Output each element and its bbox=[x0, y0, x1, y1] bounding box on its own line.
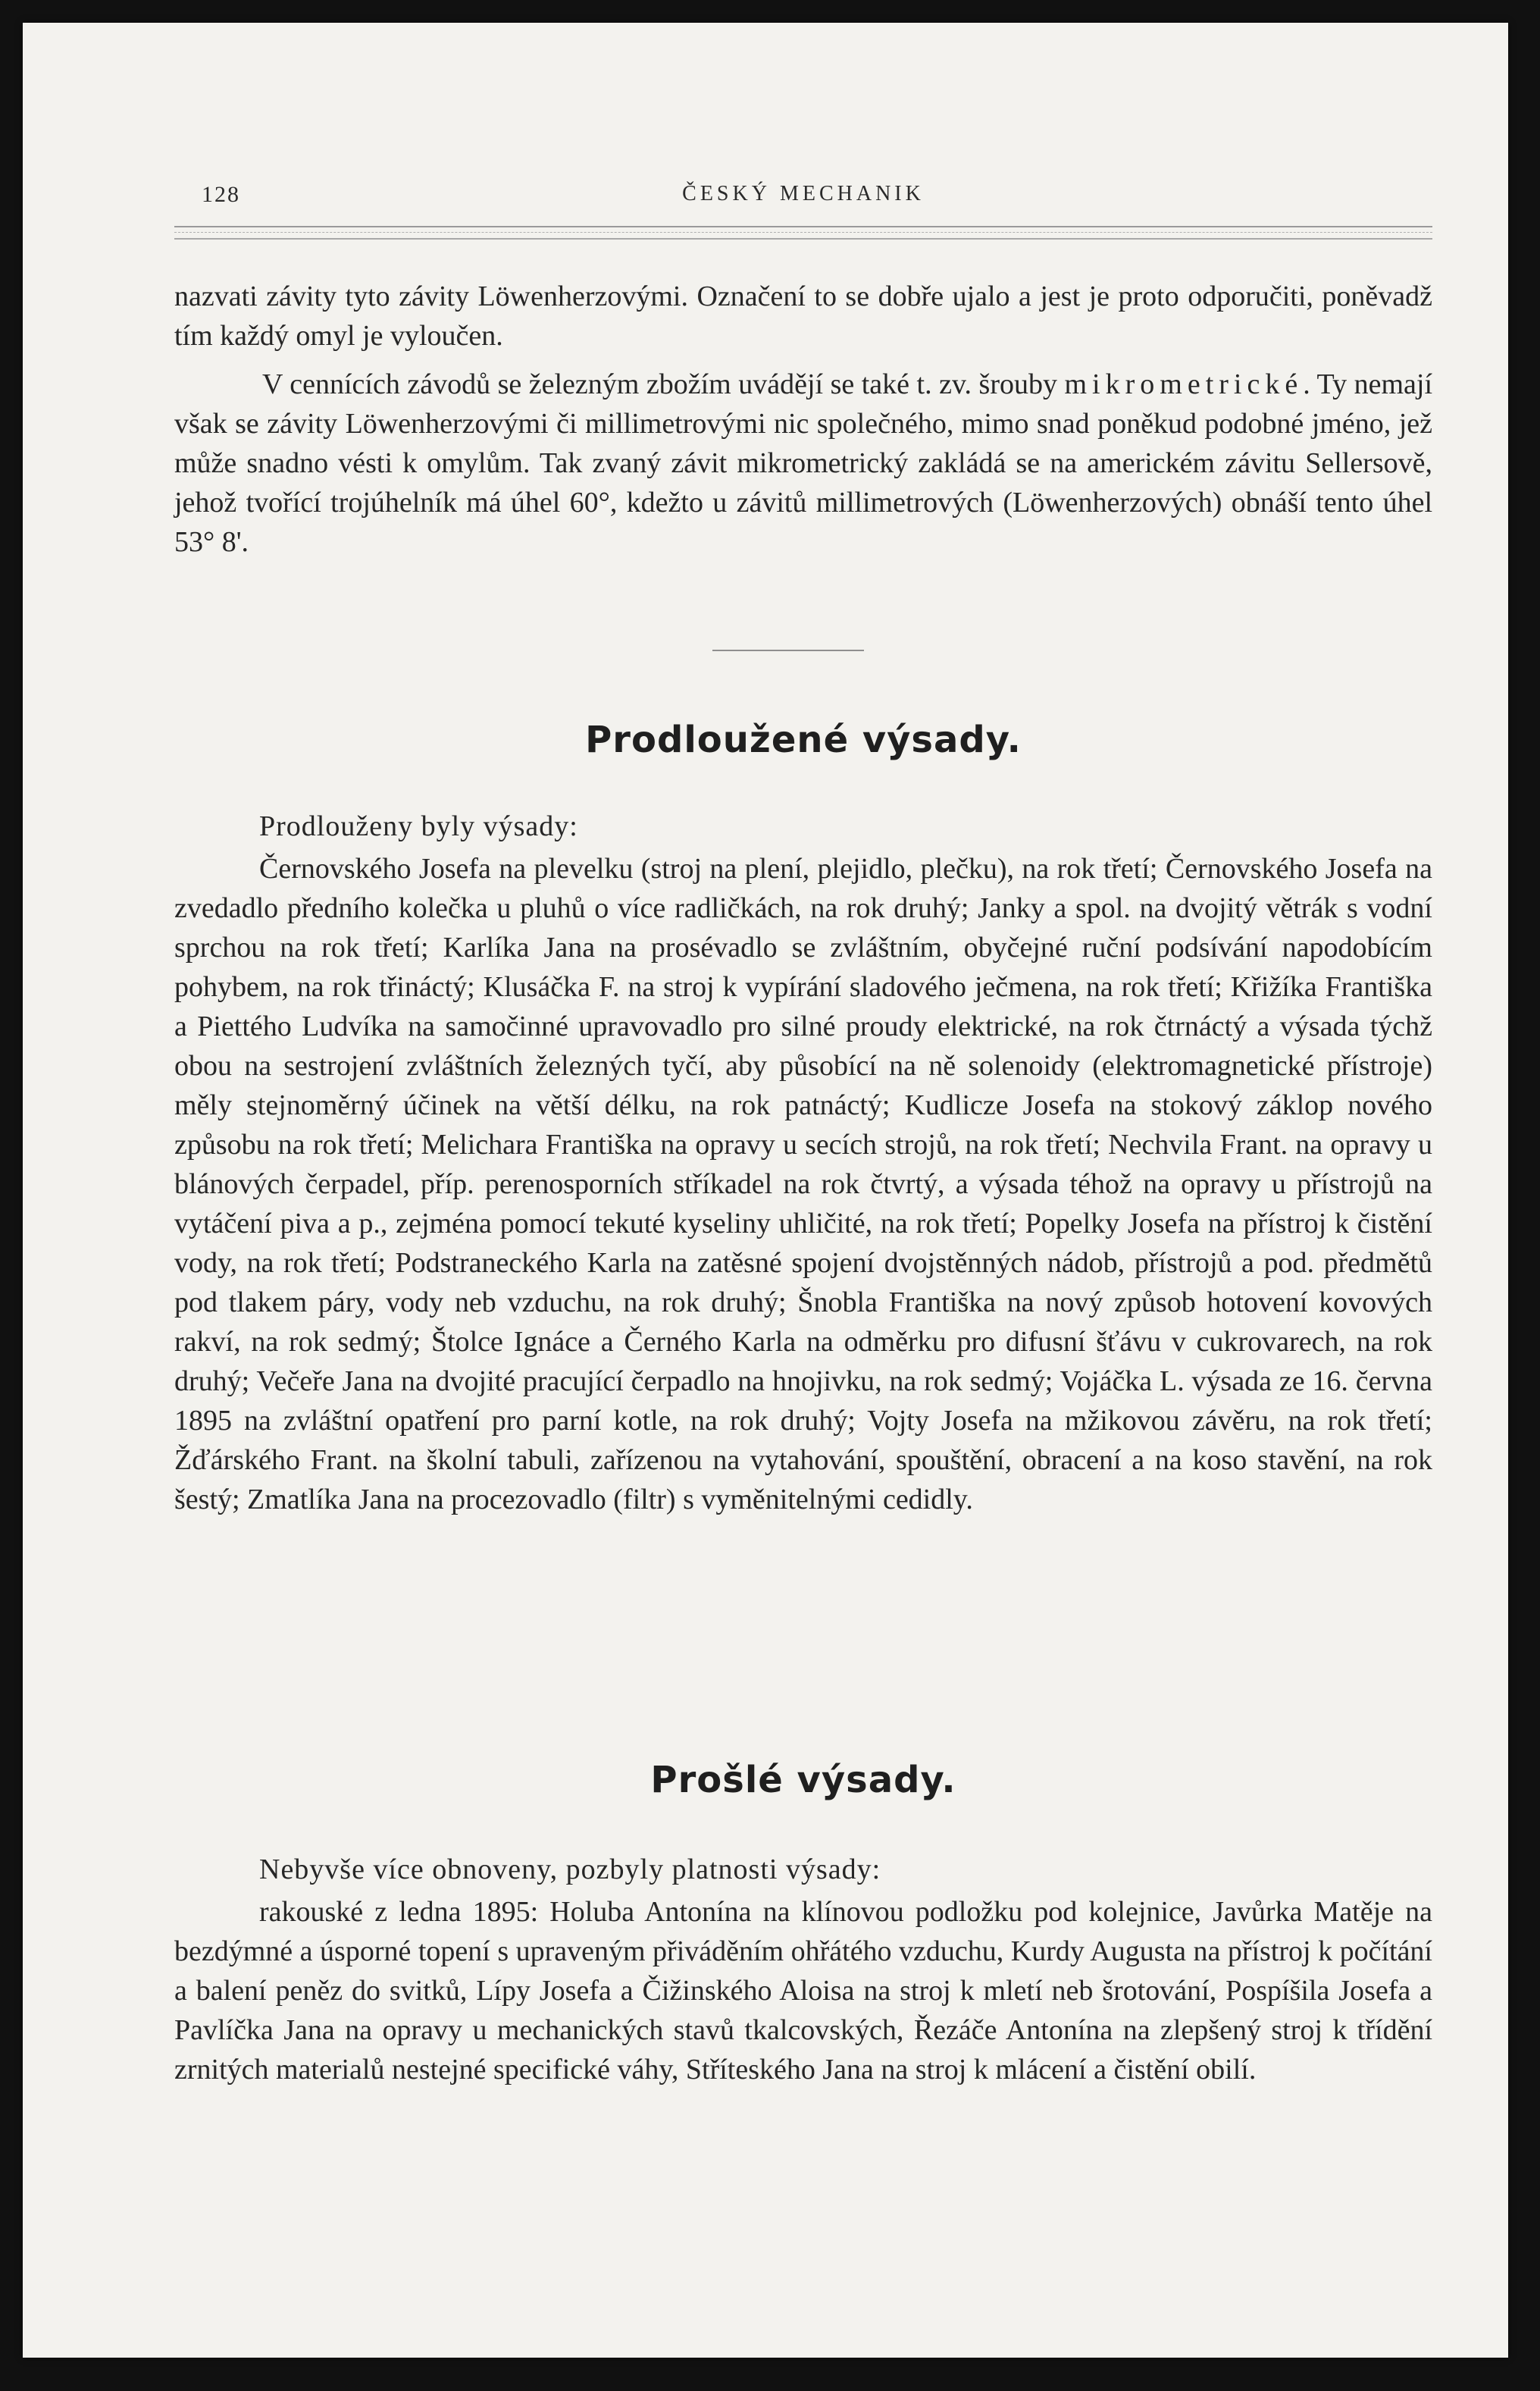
document-page bbox=[23, 23, 1508, 2358]
continued-paragraph-1: nazvati závity tyto závity Löwenherzovými. Označení to se dobře ujalo a jest je proto odporučiti, poněvadž tím každý omyl je vyloučen. bbox=[174, 280, 1432, 352]
continued-paragraph-2 bbox=[174, 365, 1432, 562]
continued-paragraph-2-lead: V cennících závodů se železným zbožím uvádějí se také t. zv. šrouby bbox=[262, 368, 1065, 400]
section-intro-expired: Nebyvše více obnoveny, pozbyly platnosti výsady: bbox=[259, 1854, 881, 1885]
running-title: ČESKÝ MECHANIK bbox=[682, 182, 925, 205]
header-rule-top bbox=[174, 226, 1432, 227]
section-divider bbox=[712, 650, 864, 651]
spaced-term: mikrometrické bbox=[1064, 368, 1304, 400]
section-paragraph-extended: Černovského Josefa na plevelku (stroj na plení, plejidlo, plečku), na rok třetí; Černovského Josefa na zvedadlo předního kolečka u pluhů o více radličkách, na rok druhý; Janky a spol. na dvojitý větrák s vodní sprchou na rok třetí; Karlíka Jana na prosévadlo se zvláštním, obyčejné ruční podsívání napodobícím pohybem, na rok třináctý; Klusáčka F. na stroj k vypírání sladového ječmena, na rok třetí; Křižíka Františka a Piettého Ludvíka na samočinné upravovadlo pro silné proudy elektrické, na rok čtrnáctý a výsada týchž obou na sestrojení zvláštních železných tyčí, aby působící na ně solenoidy (elektromagnetické přístroje) měly stejnoměrný účinek na větší délku, na rok patnáctý; Kudlicze Josefa na stokový záklop nového způsobu na rok třetí; Melichara Františka na opravy u secích strojů, na rok třetí; Nechvila Frant. na opravy u blánových čerpadel, příp. perenosporních stříkadel na rok čtvrtý, a výsada téhož na opravy u přístrojů na vytáčení piva a p., zejména pomocí tekuté kyseliny uhličité, na rok třetí; Popelky Josefa na přístroj k čistění vody, na rok třetí; Podstraneckého Karla na zatěsné spojení dvojstěnných nádob, přístrojů a pod. předmětů pod tlakem páry, vody neb vzduchu, na rok druhý; Šnobla Františka na nový způsob hotovení kovových rakví, na rok sedmý; Štolce Ignáce a Černého Karla na odměrku pro difusní šťávu v cukrovarech, na rok druhý; Večeře Jana na dvojité pracující čerpadlo na hnojivku, na rok sedmý; Vojáčka L. výsada ze 16. června 1895 na zvláštní opatření pro parní kotle, na rok druhý; Vojty Josefa na mžikovou závěru, na rok třetí; Žďárského Frant. na školní tabuli, zařízenou na vytahování, spouštění, obracení a na koso stavění, na rok šestý; Zmatlíka Jana na procezovadlo (filtr) s vyměnitelnými cedidly. bbox=[174, 853, 1432, 1515]
header-rule-bottom bbox=[174, 238, 1432, 240]
section-intro-extended: Prodlouženy byly výsady: bbox=[259, 810, 578, 842]
section-heading-extended: Prodloužené výsady. bbox=[585, 719, 1022, 761]
page-number: 128 bbox=[202, 182, 240, 207]
page-header bbox=[174, 182, 1432, 212]
section-paragraph-expired: rakouské z ledna 1895: Holuba Antonína na klínovou podložku pod kolejnice, Javůrka Matěje na bezdýmné a úsporné topení s upraveným přiváděním ohřátého vzduchu, Kurdy Augusta na přístroj k počítání a balení peněz do svitků, Lípy Josefa a Čižinského Aloisa na stroj k mletí neb šrotování, Pospíšila Josefa a Pavlíčka Jana na opravy u mechanických stavů tkalcovských, Řezáče Antonína na zlepšený stroj k třídění zrnitých materialů nestejné specifické váhy, Stříteského Jana na stroj k mlácení a čistění obilí. bbox=[174, 1896, 1432, 2085]
header-rule-middle bbox=[174, 232, 1432, 233]
section-heading-expired: Prošlé výsady. bbox=[650, 1759, 956, 1801]
continued-paragraph-2-rest: . Ty nemají však se závity Löwenherzovými či millimetrovými nic společného, mimo snad poněkud podobné jméno, jež může snadno vésti k omylům. Tak zvaný závit mikrometrický zakládá se na americkém závitu Sellersově, jehož tvořící trojúhelník má úhel 60°, kdežto u závitů millimetrových (Löwenherzových) obnáší tento úhel 53° 8'. bbox=[174, 368, 1433, 558]
